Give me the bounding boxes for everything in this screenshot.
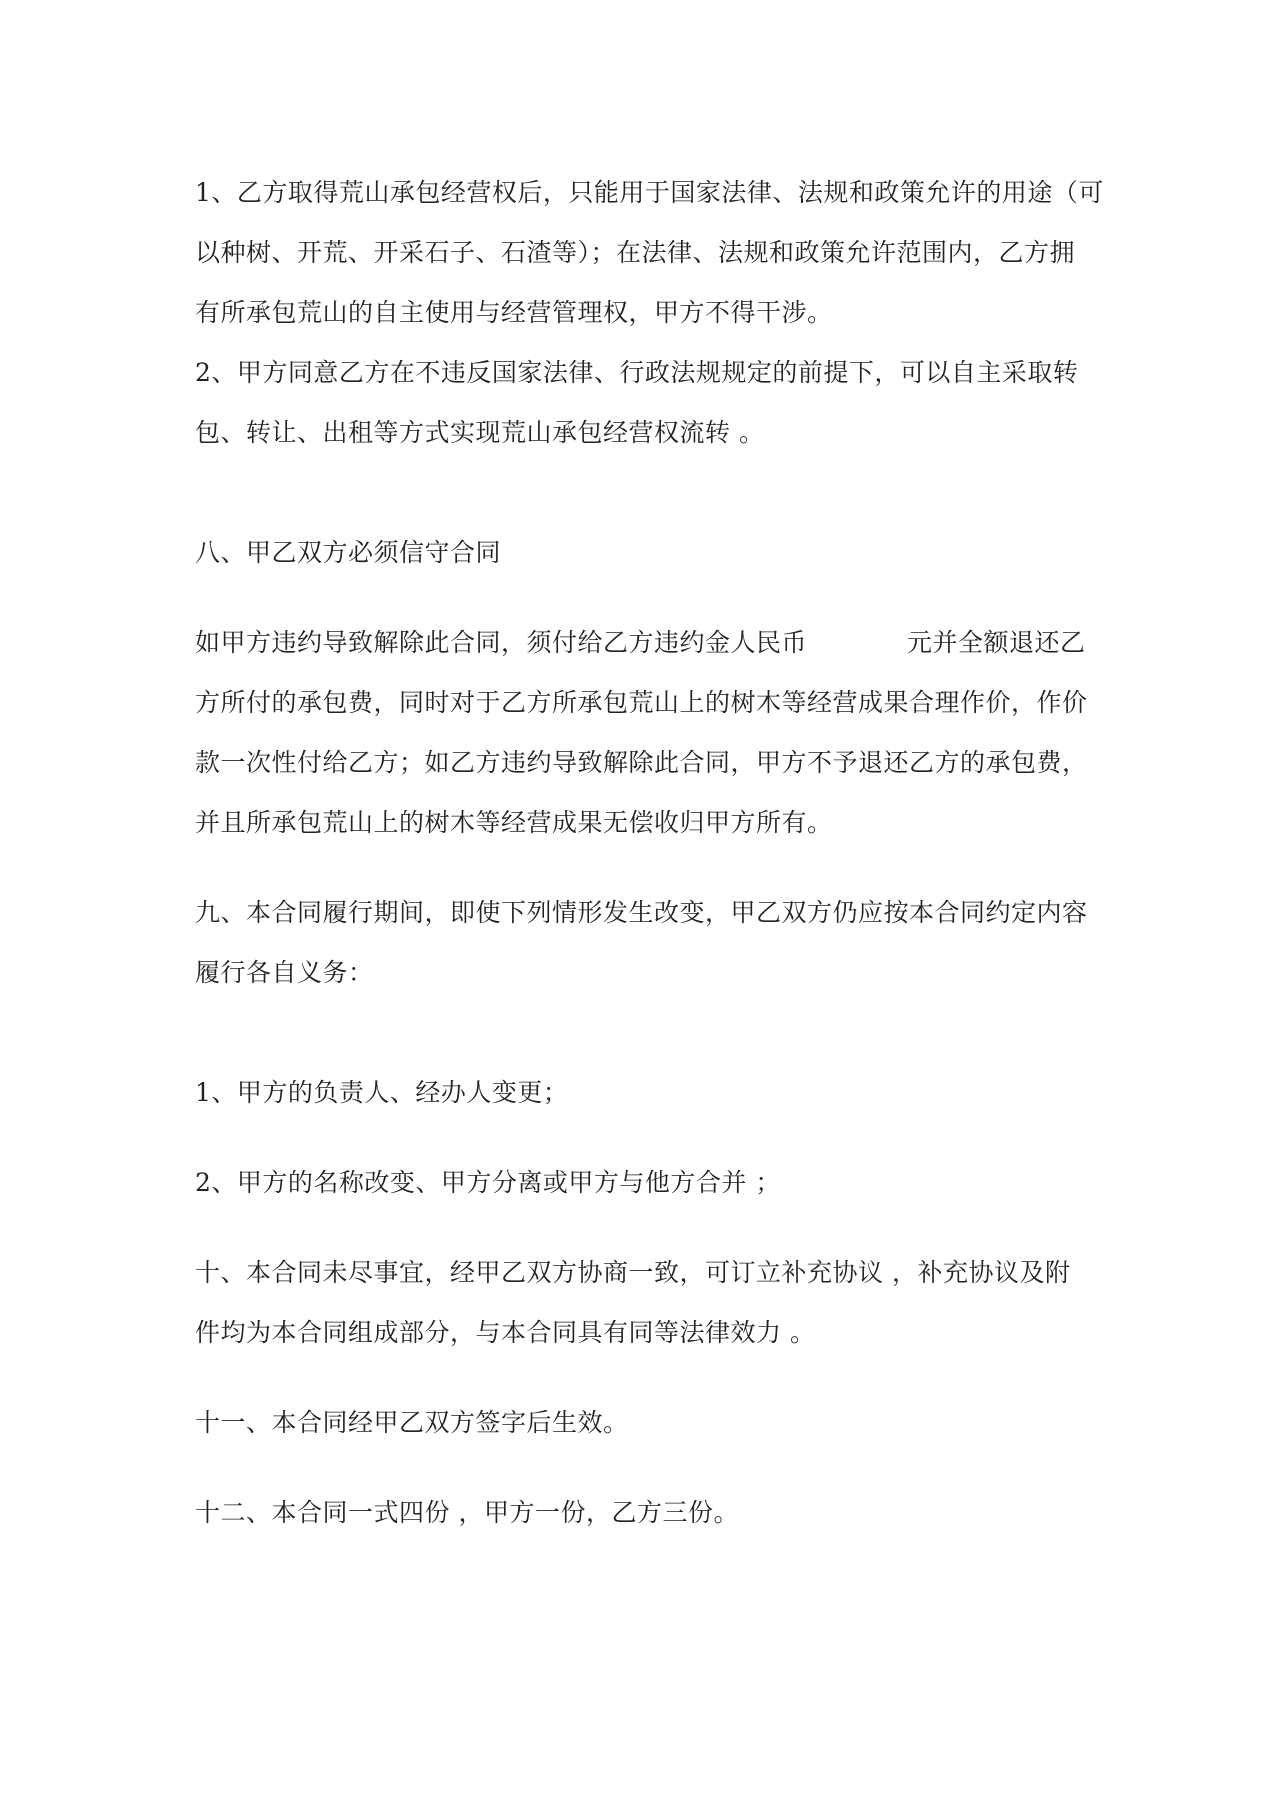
article-7-item-2 bbox=[195, 343, 1095, 463]
text-line: 并且所承包荒山上的树木等经营成果无偿收归甲方所有。 bbox=[195, 808, 833, 837]
text-line bbox=[195, 613, 1095, 673]
article-10 bbox=[195, 1243, 1095, 1363]
text-line: 款一次性付给乙方；如乙方违约导致解除此合同，甲方不予退还乙方的承包费， bbox=[195, 748, 1088, 777]
text-line: 方所付的承包费，同时对于乙方所承包荒山上的树木等经营成果合理作价，作价 bbox=[195, 688, 1088, 717]
text-line: 履行各自义务： bbox=[195, 958, 374, 987]
article-11 bbox=[195, 1393, 1095, 1453]
text-line: 包、转让、出租等方式实现荒山承包经营权流转 。 bbox=[195, 418, 765, 447]
article-8-heading bbox=[195, 523, 1095, 583]
text-before-blank: 如甲方违约导致解除此合同，须付给乙方违约金人民币 bbox=[195, 628, 808, 657]
text-line: 有所承包荒山的自主使用与经营管理权，甲方不得干涉。 bbox=[195, 298, 833, 327]
text-line: 2、甲方同意乙方在不违反国家法律、行政法规规定的前提下，可以自主采取转 bbox=[195, 358, 1079, 387]
article-9-item-1 bbox=[195, 1063, 1095, 1123]
article-12 bbox=[195, 1483, 1095, 1543]
article-8-body bbox=[195, 613, 1095, 853]
text-line: 十二、本合同一式四份 ，甲方一份，乙方三份。 bbox=[195, 1498, 739, 1527]
text-line: 1、甲方的负责人、经办人变更； bbox=[195, 1078, 569, 1107]
article-9-item-2 bbox=[195, 1153, 1095, 1213]
text-line: 九、本合同履行期间，即使下列情形发生改变，甲乙双方仍应按本合同约定内容 bbox=[195, 898, 1088, 927]
text-line: 件均为本合同组成部分，与本合同具有同等法律效力 。 bbox=[195, 1318, 816, 1347]
article-7-item-1 bbox=[195, 163, 1104, 343]
text-line: 1、乙方取得荒山承包经营权后，只能用于国家法律、法规和政策允许的用途（可 bbox=[195, 178, 1104, 207]
text-line: 十一、本合同经甲乙双方签字后生效。 bbox=[195, 1408, 629, 1437]
section-heading: 八、甲乙双方必须信守合同 bbox=[195, 538, 502, 567]
text-line: 以种树、开荒、开采石子、石渣等）；在法律、法规和政策允许范围内，乙方拥 bbox=[195, 238, 1076, 267]
text-after-blank: 元并全额退还乙 bbox=[907, 628, 1086, 657]
text-line: 2、甲方的名称改变、甲方分离或甲方与他方合并 ； bbox=[195, 1168, 781, 1197]
article-9-heading bbox=[195, 883, 1095, 1003]
text-line: 十、本合同未尽事宜，经甲乙双方协商一致，可订立补充协议 ，补充协议及附 bbox=[195, 1258, 1071, 1287]
